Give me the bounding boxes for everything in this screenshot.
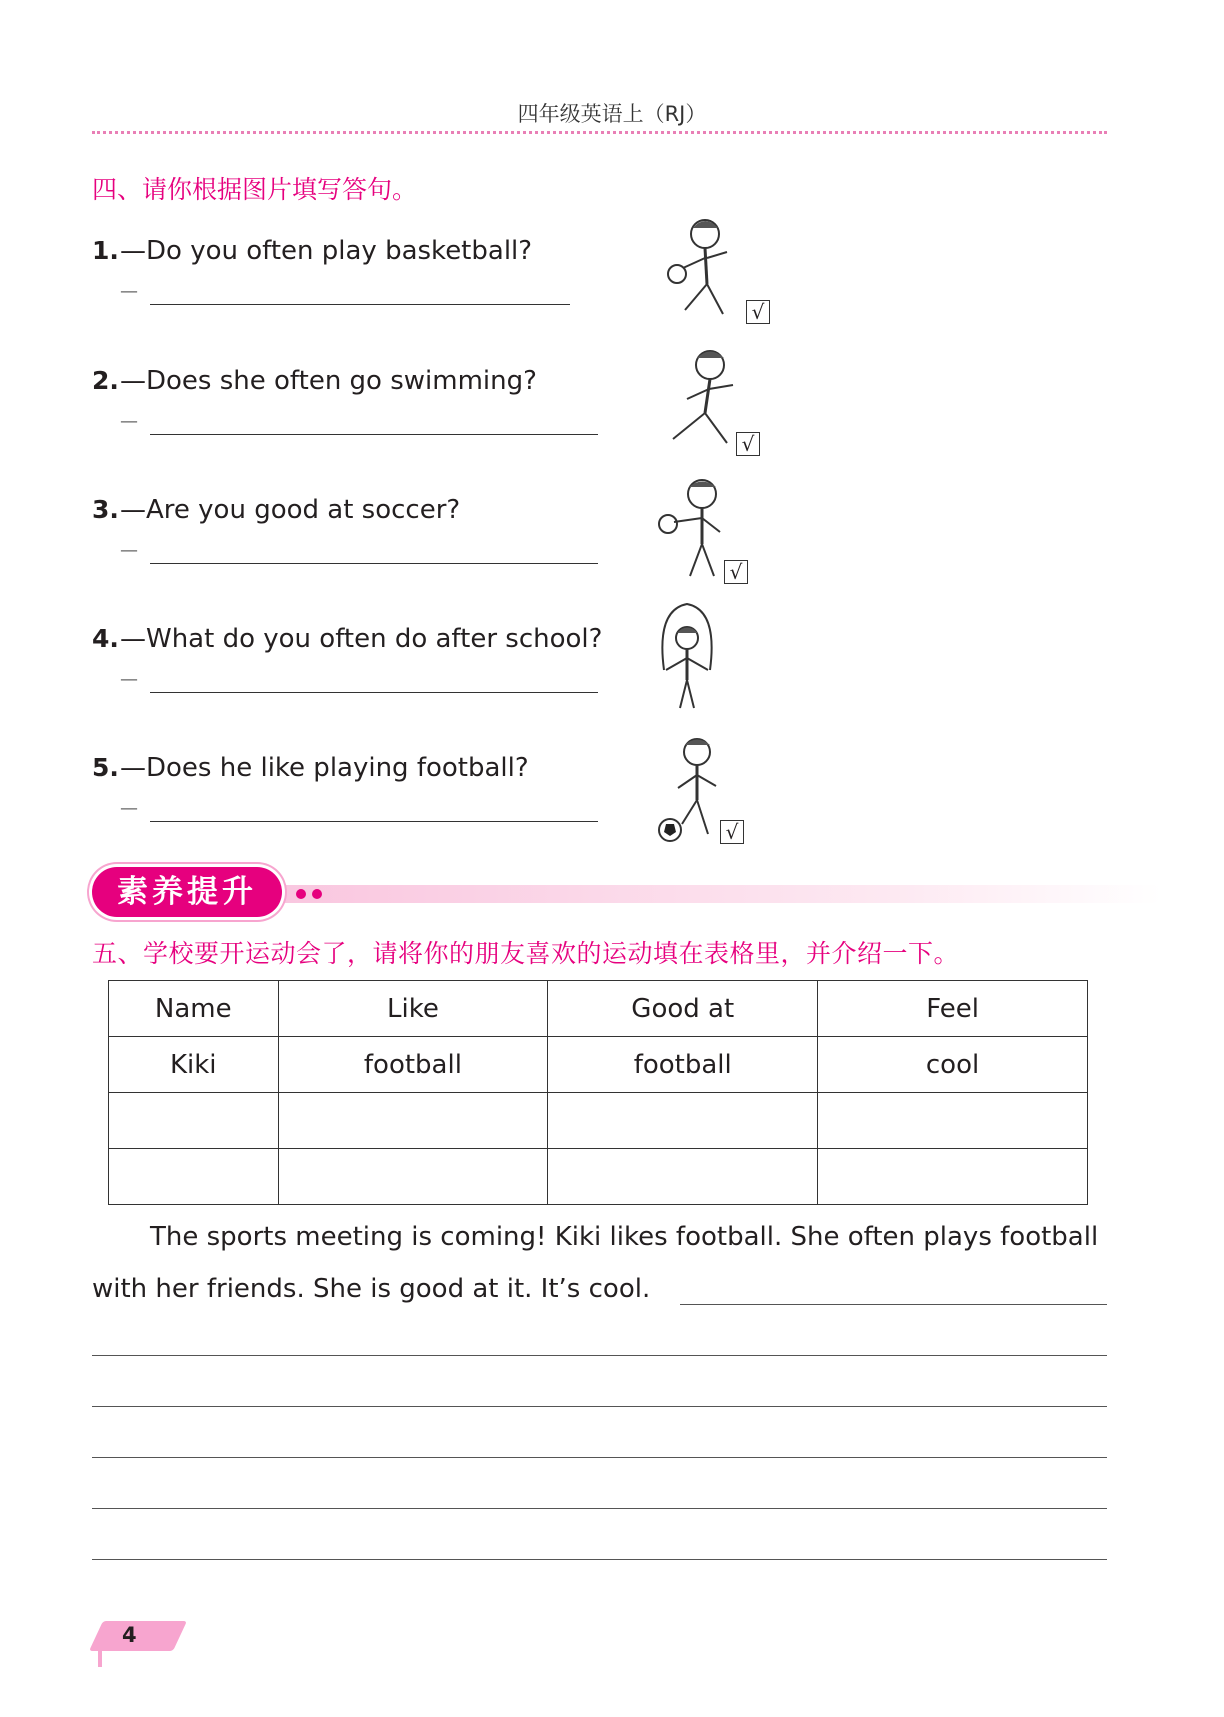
answer-line[interactable] [150,563,598,564]
answer-line[interactable] [150,692,598,693]
sports-table [108,980,1088,1205]
tassel-icon [98,1645,102,1667]
banner-stripe [272,885,1162,903]
table-cell-blank[interactable] [818,1093,1088,1149]
table-cell: football [278,1037,548,1093]
section-4-title: 四、请你根据图片填写答句。 [92,175,418,204]
example-paragraph-line-1: The sports meeting is coming! Kiki likes football. She often plays football [150,1222,1099,1252]
question-4 [92,624,652,744]
question-5 [92,753,652,873]
answer-dash: — [120,669,138,690]
answer-dash: — [120,411,138,432]
table-header-cell: Like [278,981,548,1037]
question-number: 1. [92,236,119,265]
girl-jumping-rope-image [652,600,772,720]
writing-line[interactable] [92,1508,1107,1509]
page-header-title: 四年级英语上（RJ） [517,102,707,126]
question-number: 5. [92,753,119,782]
table-header-cell: Name [109,981,279,1037]
boy-kicking-football-image [652,730,772,850]
question-number: 2. [92,366,119,395]
table-row [109,1149,1088,1205]
page-number-badge [88,1615,188,1675]
writing-line[interactable] [92,1406,1107,1407]
section-5-title: 五、学校要开运动会了，请将你的朋友喜欢的运动填在表格里，并介绍一下。 [92,939,960,968]
table-cell-blank[interactable] [278,1149,548,1205]
question-text: —What do you often do after school? [120,624,603,654]
question-text: —Does she often go swimming? [120,366,537,396]
answer-dash: — [120,540,138,561]
answer-line[interactable] [150,821,598,822]
answer-line[interactable] [150,434,598,435]
graduation-cap-icon [89,1621,187,1651]
page-number: 4 [122,1623,137,1647]
table-cell-blank[interactable] [278,1093,548,1149]
writing-line[interactable] [92,1559,1107,1560]
table-cell: football [548,1037,818,1093]
table-cell-blank[interactable] [109,1149,279,1205]
banner-dot [312,889,322,899]
table-cell-blank[interactable] [548,1093,818,1149]
question-2 [92,366,652,486]
writing-line[interactable] [92,1457,1107,1458]
check-box-icon: √ [720,820,744,844]
table-row [109,1093,1088,1149]
question-text: —Do you often play basketball? [120,236,533,266]
boy-with-ball-image [650,472,770,592]
check-box-icon: √ [746,300,770,324]
writing-line[interactable] [680,1304,1107,1305]
question-3 [92,495,652,615]
question-1 [92,236,652,356]
table-header-cell: Good at [548,981,818,1037]
check-box-icon: √ [724,560,748,584]
table-cell: cool [818,1037,1088,1093]
banner-dot [296,889,306,899]
answer-dash: — [120,281,138,302]
question-text: —Are you good at soccer? [120,495,461,525]
quality-improvement-banner [92,865,1072,921]
table-cell-blank[interactable] [548,1149,818,1205]
writing-line[interactable] [92,1355,1107,1356]
check-box-icon: √ [736,432,760,456]
banner-label: 素养提升 [92,867,282,917]
question-number: 4. [92,624,119,653]
example-paragraph-line-2: with her friends. She is good at it. It’s cool. [92,1274,651,1304]
table-header-row [109,981,1088,1037]
table-header-cell: Feel [818,981,1088,1037]
header-divider [92,131,1107,134]
question-text: —Does he like playing football? [120,753,529,783]
table-cell-blank[interactable] [109,1093,279,1149]
answer-line[interactable] [150,304,570,305]
table-cell-blank[interactable] [818,1149,1088,1205]
table-cell: Kiki [109,1037,279,1093]
answer-dash: — [120,798,138,819]
question-number: 3. [92,495,119,524]
table-row [109,1037,1088,1093]
